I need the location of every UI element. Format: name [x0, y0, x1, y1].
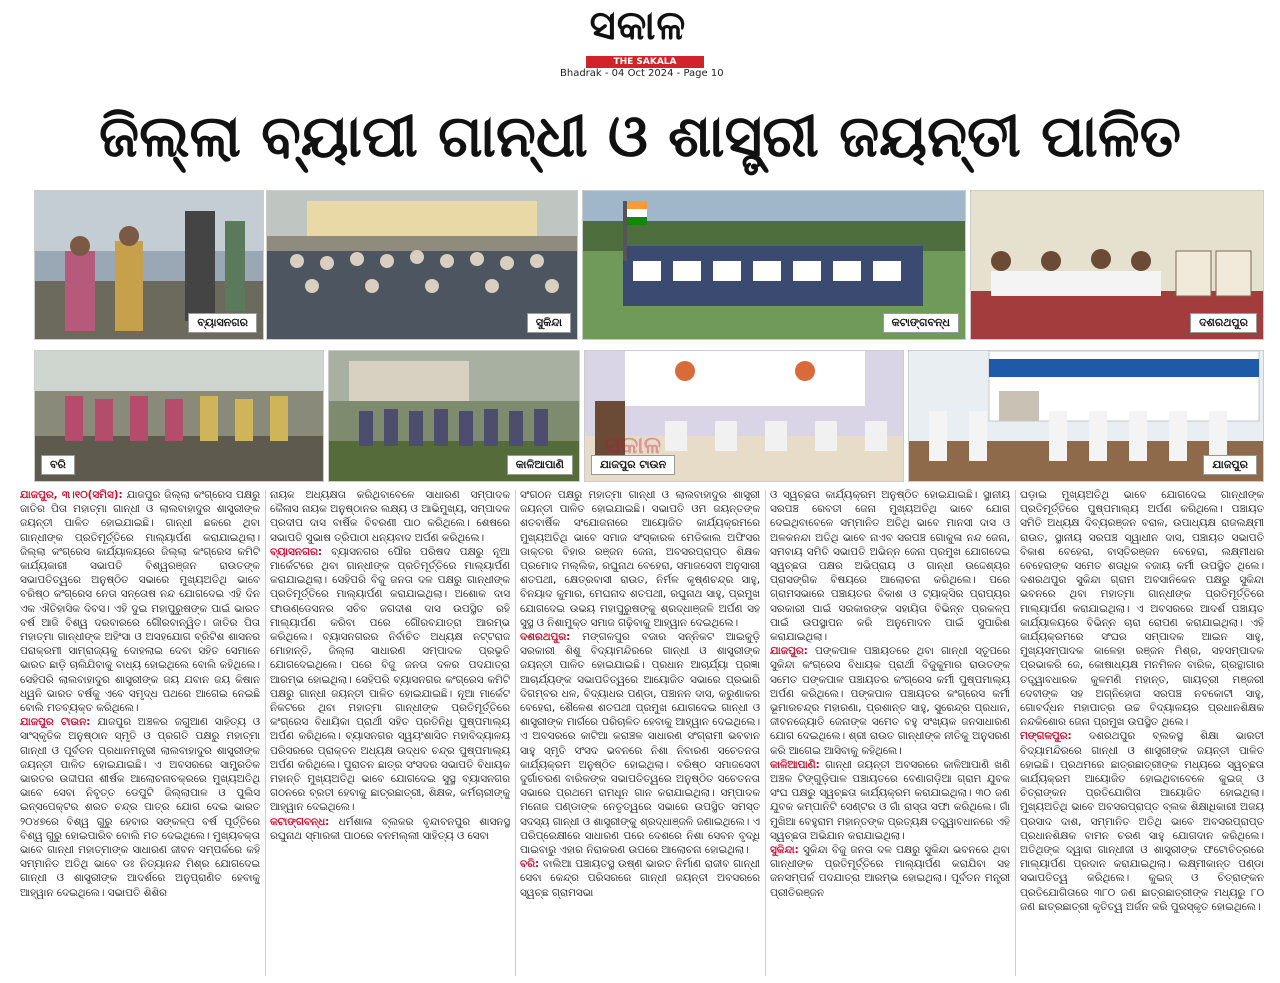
dateline: ଯାଜପୁର ଟାଉନ:	[20, 716, 91, 729]
article-paragraph	[20, 715, 260, 900]
photo-caption: ଯାଜପୁର	[1203, 455, 1257, 475]
article-paragraph	[270, 545, 510, 815]
article-text: ଯାଜପୁର ଅଞ୍ଚଳର ଜଗୁଆଣ ସାହିତ୍ୟ ଓ ସାଂସ୍କୃତିକ ଅନୁଷ୍ଠାନ ସ୍ମୃତି ଓ ପ୍ରଗତି ପକ୍ଷରୁ ମହାତ୍ମା ଗାନ୍ଧୀ ଓ ପୂର୍ବତନ ପ୍ରଧାନମନ୍ତ୍ରୀ ଲାଲବାହାଦୁର ଶାସ୍ତ୍ରୀଙ୍କ ଜୟନ୍ତୀ ପାଳିତ ହୋଇଯାଇଛି। ଏ ଅବସରରେ ସାମ୍ପ୍ରତିକ ଭାରତର ଉଦ୍ଦୀପନା ଶୀର୍ଷକ ଆଲୋଚନାଚକ୍ରରେ ମୁଖ୍ୟଅତିଥି ଭାବେ ସେବା ନିବୃତ୍ତ ଡେପୁଟି ଜିଲ୍ଲାପାଳ ଓ ପୁଲିସ ଇନ୍‌ସପେକ୍ଟର ଶରତ ଚନ୍ଦ୍ର ପାତ୍ର ଯୋଗ ଦେଇ ଭାରତ ୨୦୪୭ରେ ବିଶ୍ୱ ଗୁରୁ ହେବାର ସଙ୍କଳ୍ପ ବର୍ଷ ପୂର୍ତ୍ତିରେ ବିଶ୍ୱ ଗୁରୁ ହୋଇପାରିବ ବୋଲି ମତ ଦେଇଥିଲେ। ମୁଖ୍ୟବକ୍ତା ଭାବେ ଗାନ୍ଧୀ ମହାତ୍ମାଙ୍କ ସାଧାରଣ ଜୀବନ ସମ୍ପର୍କରେ କହି ସମ୍ମାନିତ ଅତିଥି ଭାବେ ଡଃ ନିତ୍ୟାନନ୍ଦ ମିଶ୍ର ଯୋଗଦେଇ ଗାନ୍ଧୀ ଓ ଶାସ୍ତ୍ରୀଙ୍କ ଆଦର୍ଶରେ ଅନୁପ୍ରାଣିତ ହେବାକୁ ଆହ୍ୱାନ ଦେଇଥିଲେ। ସଭାପତି ଶିଶିର	[20, 716, 260, 899]
dateline: କଟାଙ୍ଗବନ୍ଧ:	[270, 815, 330, 828]
article-paragraph	[270, 815, 510, 843]
dateline: ଦଶରଥପୁର:	[520, 631, 571, 644]
article-paragraph	[1020, 729, 1264, 914]
photo-sukinda	[266, 190, 578, 340]
dateline: ମଙ୍ଗଳପୁର:	[1020, 730, 1072, 743]
article-paragraph	[770, 644, 1010, 758]
photo-katangabandha	[582, 190, 966, 340]
article-text: ସଂଗଠନ ପକ୍ଷରୁ ମହାତ୍ମା ଗାନ୍ଧୀ ଓ ଲାଲବାହାଦୁର ଶାସ୍ତ୍ରୀ ଜୟନ୍ତୀ ପାଳିତ ହୋଇଯାଇଛି। ସଭାପତି ଓମ ଜୟନ୍ତଙ୍କ ଶତବାର୍ଷିକ ସଂଯୋଜନାରେ ଆୟୋଜିତ କାର୍ଯ୍ୟକ୍ରମରେ ମୁଖ୍ୟଅତିଥି ଭାବେ ସମାଜ ସଂସ୍କାରକ ମେଡିକାଲ ଅଫିସର ଡାକ୍ତର ବିହାର ରଞ୍ଜନ ଜେନା, ଅବସରପ୍ରାପ୍ତ ଶିକ୍ଷକ ପ୍ରମୋଦ ମଲ୍ଲିକ, ରଘୁନାଥ ବେହେରା, ସମାଜସେବୀ ଅନୁସାରୀ ଶତପଥୀ, କ୍ଷେତ୍ରବାସୀ ରାଉତ, ନିର୍ମଳ କୃଷ୍ଣଚନ୍ଦ୍ର ସାହୁ, ବିନୟାଦ କୁମାର, ମେଘନାଦ ଶତପଥୀ, ରଘୁନାଥ ସାହୁ, ପ୍ରମୁଖ ଯୋଗଦେଇ ଉଭୟ ମହାପୁରୁଷଙ୍କୁ ଶ୍ରଦ୍ଧାଞ୍ଜଳି ଅର୍ପଣ ସହ ସୁସ୍ଥ ଓ ନିଶାମୁକ୍ତ ସମାଜ ଗଢ଼ିବାକୁ ଆହ୍ୱାନ ଦେଇଥିଲେ।	[520, 489, 760, 629]
article-paragraph	[1020, 488, 1264, 729]
article-paragraph	[770, 758, 1010, 843]
photo-caption: ସୁକିନ୍ଦା	[527, 313, 571, 333]
photo-caption: କାଳିଆପାଣି	[507, 455, 573, 475]
dateline: ବରି:	[520, 858, 540, 871]
article-text: ଓ ସ୍ୱଚ୍ଛତା କାର୍ଯ୍ୟକ୍ରମ ଅନୁଷ୍ଠିତ ହୋଇଯାଇଛି। ସ୍ଥାନୀୟ ସରପଞ୍ଚ ରେବତୀ ଜେନା ମୁଖ୍ୟଅତିଥି ଭାବେ ଯୋଗ ଦେଇଥିବାବେଳେ ସମ୍ମାନିତ ଅତିଥି ଭାବେ ମାନସୀ ଦାସ ଓ ଅଳକନନ୍ଦା ଅତିଥି ଭାବେ ନାଏବ ସରପଞ୍ଚ ଗୋକୁଳା ନନ୍ଦ ଜେନା, ସମବାୟ ସମିତି ସଭାପତି ଅଭିନ୍ନ ଜେନା ପ୍ରମୁଖ ଯୋଗଦେଇ ସ୍ୱଚ୍ଛତା ପକ୍ଷର ଅଭିପ୍ରାୟ ଓ ଗାନ୍ଧୀ ଉଦ୍ଦେଶ୍ୟର ପ୍ରାସଙ୍ଗିକ ବିଷୟରେ ଆଲୋଚନା କରିଥିଲେ। ପରେ ଗ୍ରାମସଭାରେ ପଞ୍ଚାୟତର ବିକାଶ ଓ ଟ୍ୟାକ୍ସିର ପ୍ରାପ୍ୟର ସରକାରୀ ପାଇଁ ସରକାରଙ୍କ ସହାୟିତା ବିଭିନ୍ନ ପ୍ରକଳ୍ପ ପାଇଁ ଉପସ୍ଥାପନ କରି ଅନୁମୋଦନ ପାଇଁ ସୁପାରିଶ କରାଯାଇଥିଲା।	[770, 489, 1010, 644]
photo-bari	[34, 350, 324, 482]
article-text: ବାଲିଆ ପଞ୍ଚାୟତସ୍ଥ ଉଷ୍ଣ ଭାରତ ନିର୍ମାଣ ରାଜୀବ ଗାନ୍ଧୀ ସେବା କେନ୍ଦ୍ର ପରିସରରେ ଗାନ୍ଧୀ ଜୟନ୍ତୀ ଅବସରରେ ସ୍ୱଚ୍ଛ ଗ୍ରାମସଭା	[520, 858, 760, 899]
masthead	[0, 0, 1280, 84]
article-column	[20, 488, 260, 978]
article-column	[270, 488, 510, 978]
photo-caption: ବରି	[41, 455, 75, 475]
article-paragraph	[20, 488, 260, 715]
article-text: ଘଡ଼ାଇ ମୁଖ୍ୟଅତିଥି ଭାବେ ଯୋଗଦେଇ ଗାନ୍ଧୀଙ୍କ ପ୍ରତିମୂର୍ତ୍ତିରେ ପୁଷ୍ପମାଲ୍ୟ ଅର୍ପଣ କରିଥିଲେ। ପଞ୍ଚାୟତ ସମିତି ଅଧ୍ୟକ୍ଷ ଦିବ୍ୟରଞ୍ଜନ ବରାଳ, ଉପାଧ୍ୟକ୍ଷ ରାଜଲକ୍ଷ୍ମୀ ରାଉତ, ସ୍ଥାନୀୟ ସରପଞ୍ଚ ସ୍ୱାଧୀନ ଦାସ, ପଞ୍ଚାୟତ ସଭାପତି ବିକାଶ ବେହେରା, ବାସ୍ତିରଞ୍ଜନ ବେହେରା, ଲକ୍ଷ୍ମୀଧର ବେହେରାଙ୍କ ସମେତ ଶତାଧିକ ବଜାୟ କର୍ମୀ ଉପସ୍ଥିତ ଥିଲେ। ଦଶରଥପୁର ସୁକିନ୍ଦା ଗ୍ରାମ ଅବସାନିକେନ ପକ୍ଷରୁ ସୁକିନ୍ଦା ଭବନରେ ଥିବା ମହାତ୍ମା ଗାନ୍ଧୀଙ୍କ ପ୍ରତିମୂର୍ତ୍ତିରେ ମାଲ୍ୟାର୍ପଣ କରାଯାଇଥିଲା। ଏ ଅବସରରେ ଆଦର୍ଶ ପଞ୍ଚାୟତ କାର୍ଯ୍ୟାଳୟରେ ବିଭିନ୍ନ ଚାରା ରୋପଣ କରାଯାଇଥିଲା। ଏହି କାର୍ଯ୍ୟକ୍ରମରେ ସଂଘର ସମ୍ପାଦକ ଆଇନ ସାହୁ, ମୁଖ୍ୟସମ୍ପାଦକ କାଳେହା ରଞ୍ଜନ ମିଶ୍ର, ସହସମ୍ପାଦକ ପ୍ରଭାକରି ଜେ, କୋଷାଧ୍ୟକ୍ଷ ମନମିଳନ ବାରିକ, ଗ୍ରନ୍ଥାଗାର ତତ୍ତ୍ୱାବଧାରକ କୁଳମଣି ମହାନ୍ତ, ଗାୟତ୍ରୀ ମଞ୍ଜରୀ ଦେବୀଙ୍କ ସହ ଅଗ୍ନିହୋତା ସରପଞ୍ଚ ନବକୋଟୀ ସାହୁ, ଗୋବର୍ଦ୍ଧନ ମହାପାତ୍ର ଉଚ୍ଚ ବିଦ୍ୟାଳୟର ପ୍ରଧାନଶିକ୍ଷକ ନନ୍ଦକିଶୋର ଜେନା ପ୍ରମୁଖ ଉପସ୍ଥିତ ଥିଲେ।	[1020, 489, 1264, 729]
photo-byasanagar	[34, 190, 264, 340]
photo-caption: ବ୍ୟାସନଗର	[188, 313, 257, 333]
dateline: କାଳିଆପାଣି:	[770, 758, 820, 771]
article-text: ବ୍ୟାସନଗର ପୌର ପରିଷଦ ପକ୍ଷରୁ ନୂଆ ମାର୍କେଟରେ ଥିବା ଗାନ୍ଧୀଙ୍କ ପ୍ରତିମୂର୍ତ୍ତିରେ ମାଲ୍ୟାର୍ପଣ କରାଯାଇଥିଲା। ସେହିପରି ବିଜୁ ଜନତା ଦଳ ପକ୍ଷରୁ ଗାନ୍ଧୀଙ୍କ ପ୍ରତିମୂର୍ତ୍ତିରେ ମାଲ୍ୟାର୍ପଣ କରାଯାଇଥିଲା। ଅଶୋକ ଦାସ ଫାଉଣ୍ଡେସନର ସଚିବ ଜଗଦୀଶ ଦାସ ଉପସ୍ଥିତ ରହି ମାଲ୍ୟାର୍ପଣ କରିବା ପରେ ଗୌରବଯାତ୍ରା ଆରମ୍ଭ କରିଥିଲେ। ବ୍ୟାସନଗରର ନିର୍ବାଚିତ ଅଧ୍ୟକ୍ଷ ନଟ୍ଟରାଜ ମୋହାନ୍ତି, ଜିଲ୍ଲା ସାଧାରଣ ସମ୍ପାଦକ ପ୍ରଭୃତି ଯୋଗଦେଇଥିଲେ। ପରେ ବିଜୁ ଜନତା ଦଳର ପଦଯାତ୍ରା ଆରମ୍ଭ ହୋଇଥିଲା। ସେହିପରି ବ୍ୟାସନଗର କଂଗ୍ରେସ କମିଟି ପକ୍ଷରୁ ଗାନ୍ଧୀ ଜୟନ୍ତୀ ପାଳିତ ହୋଇଯାଇଛି। ନୂଆ ମାର୍କେଟ ନିକଟରେ ଥିବା ମହାତ୍ମା ଗାନ୍ଧୀଙ୍କ ପ୍ରତିମୂର୍ତ୍ତିରେ କଂଗ୍ରେସ ବିଧାୟିକା ପ୍ରାର୍ଥୀ ସହିତ ପ୍ରତିନିଧି ପୁଷ୍ପମାଲ୍ୟ ଅର୍ପଣ କରିଥିଲେ। ବ୍ୟାସନଗର ସ୍ୱୟଂଶାସିତ ମହାବିଦ୍ୟାଳୟ ପରିସରରେ ପ୍ରାକ୍ତନ ଅଧ୍ୟକ୍ଷ ଉଦ୍ଧବ ଚନ୍ଦ୍ର ପୁଷ୍ପମାଲ୍ୟ ଅର୍ପଣ କରିଥିଲେ। ପୁରାତନ ଛାତ୍ର ସଂସଦର ସଭାପତି ବିଧାୟକ ମହାନ୍ତି ମୁଖ୍ୟଅତିଥି ଭାବେ ଯୋଗଦେଇ ସୁସ୍ଥ ବ୍ୟାସନଗର ଗଠନରେ ବ୍ରତୀ ହେବାକୁ ଛାତ୍ରଛାତ୍ରୀ, ଶିକ୍ଷକ, କର୍ମଚାରୀଙ୍କୁ ଆହ୍ୱାନ ଦେଇଥିଲେ।	[270, 545, 510, 814]
page-headline: ଜିଲ୍ଲା ବ୍ୟାପୀ ଗାନ୍ଧୀ ଓ ଶାସ୍ତ୍ରୀ ଜୟନ୍ତୀ ପାଳିତ	[99, 102, 1181, 170]
article-paragraph	[520, 488, 760, 630]
column-divider	[765, 490, 766, 976]
article-paragraph	[520, 857, 760, 900]
edition-line: Bhadrak - 04 Oct 2024 - Page 10	[560, 68, 724, 79]
dateline: ଯାଜପୁର, ୩।୧୦(ସମିସ):	[20, 489, 123, 501]
logo-strip: THE SAKALA	[586, 56, 704, 68]
article-paragraph	[770, 488, 1010, 644]
column-divider	[1015, 490, 1016, 976]
column-divider	[265, 490, 266, 976]
photo-caption: ଦଶରଥପୁର	[1190, 313, 1257, 333]
article-paragraph	[770, 843, 1010, 900]
article-text: ନାୟକ ଅଧ୍ୟକ୍ଷତା କରିଥିବାବେଳେ ସାଧାରଣ ସମ୍ପାଦକ କୈଳାସ ନାୟକ ଅନୁଷ୍ଠାନର ଲକ୍ଷ୍ୟ ଓ ଆଭିମୁଖ୍ୟ, ସମ୍ପାଦକ ପ୍ରଦୀପ ଦାସ ବାର୍ଷିକ ବିବରଣୀ ପାଠ କରିଥିଲେ। ଶେଷରେ ସଭାପତି ସୁଭାଷ ତ୍ରିପାଠୀ ଧନ୍ୟବାଦ ଅର୍ପଣ କରିଥିଲେ।	[270, 489, 510, 544]
article-text: ମଙ୍ଗଳପୁର ବଜାର ସନ୍ନିକଟ ଆଇକୁଡ଼ି ସରକାରୀ ଶିଶୁ ବିଦ୍ୟାମନ୍ଦିରରେ ଗାନ୍ଧୀ ଓ ଶାସ୍ତ୍ରୀଙ୍କ ଜୟନ୍ତୀ ପାଳିତ ହୋଇଯାଇଛି। ପ୍ରଧାନ ଆଚାର୍ଯ୍ୟା ପ୍ରଜ୍ଞା ଆଚାର୍ଯ୍ୟଙ୍କ ସଭାପତିତ୍ୱରେ ଆୟୋଜିତ ସଭାରେ ପ୍ରଭାରି ଦିଗମ୍ବର ଧଳ, ବିଦ୍ୟାଧର ପଣ୍ଡା, ପଞ୍ଚାନନ ଦାସ, କରୁଣାକର ବେହେରା, ଶୈଳେଶ ଶତପଥୀ ପ୍ରମୁଖ ଯୋଗଦେଇ ଗାନ୍ଧୀ ଓ ଶାସ୍ତ୍ରୀଙ୍କ ମାର୍ଗରେ ପରିଚାଳିତ ହେବାକୁ ଆହ୍ୱାନ ଦେଇଥିଲେ। ଏ ଅବସରରେ କାଟିଆ କରାଞ୍ଚଳ ସାଧାରଣ ସଂଗ୍ରାମୀ ଭବବାନ ସାହୁ ସ୍ମୃତି ସଂସଦ ଭବନରେ ନିଶା ନିବାରଣ ସଚେତନତା କାର୍ଯ୍ୟକ୍ରମ ଅନୁଷ୍ଠିତ ହୋଇଥିଲା। ବରିଷ୍ଠ ସମାଜସେବୀ ଦୁର୍ଗାଚରଣ ବାରିକଙ୍କ ସଭାପତିତ୍ୱରେ ଅନୁଷ୍ଠିତ ସଚେତନତା ସଭାରେ ପ୍ରଥମେ ରାମଧୂନ ଗାନ କରାଯାଇଥିଲା। ସମ୍ପାଦକ ମନୋଜ ପଣ୍ଡାଙ୍କ ନେତୃତ୍ୱରେ ସଭାରେ ଉପସ୍ଥିତ ସମସ୍ତ ସଦସ୍ୟ ଗାନ୍ଧୀ ଓ ଶାସ୍ତ୍ରୀଙ୍କୁ ଶ୍ରଦ୍ଧାଞ୍ଜଳି ଜଣାଇଥିଲେ। ଏ ପରିପ୍ରେକ୍ଷୀରେ ସାଧାରଣ ପରେ ଦେଶରେ ନିଶା ସେବନ ବୃଦ୍ଧି ପାଇବାରୁ ଏହାର ନିରାକରଣ ଉପରେ ଆଲୋଚନା ହୋଇଥିଲା।	[520, 631, 760, 857]
photo-caption: କଟାଙ୍ଗବନ୍ଧ	[883, 313, 959, 333]
photo-dasarathpur	[970, 190, 1264, 340]
column-divider	[515, 490, 516, 976]
logo-watermark: ସକାଳ	[604, 430, 662, 459]
photo-scene	[35, 351, 323, 481]
article-paragraph	[270, 488, 510, 545]
article-text: ଦଶରଥପୁର ବ୍ଲକସ୍ଥ ଶିକ୍ଷା ଭାରତୀ ବିଦ୍ୟାମନ୍ଦିରରେ ଗାନ୍ଧୀ ଓ ଶାସ୍ତ୍ରୀଙ୍କ ଜୟନ୍ତୀ ପାଳିତ ହୋଇଛି। ପ୍ରଥମରେ ଛାତ୍ରଛାତ୍ରୀଙ୍କ ମଧ୍ୟରେ ସ୍ୱଚ୍ଛତା କାର୍ଯ୍ୟକ୍ରମ ଆୟୋଜିତ ହୋଇଥିବାବେଳେ କୁଇଜ୍ ଓ ଚିତ୍ରାଙ୍କନ ପ୍ରତିଯୋଗିତା ଆୟୋଜିତ ହୋଇଥିଲା। ମୁଖ୍ୟଅତିଥି ଭାବେ ଅବସରପ୍ରାପ୍ତ ବ୍ଲକ ଶିକ୍ଷାଧିକାରୀ ଅଜୟ ପ୍ରସାଦ ଦାଶ, ସମ୍ମାନିତ ଅତିଥି ଭାବେ ଅବସରପ୍ରାପ୍ତ ପ୍ରଧାନଶିକ୍ଷକ ବାମନ ଚରଣ ସାହୁ ଯୋଗଦାନ କରିଥିଲେ। ଅତିଥିଙ୍କ ଦ୍ୱାରା ଗାନ୍ଧୀଜୀ ଓ ଶାସ୍ତ୍ରୀଙ୍କ ଫଟୋଚିତ୍ରରେ ମାଲ୍ୟାର୍ପଣ ପ୍ରଦାନ କରାଯାଇଥିଲା। ଲକ୍ଷ୍ମୀକାନ୍ତ ପଣ୍ଡା ସଭାପତିତ୍ୱ କରିଥିଲେ। କୁଇଜ୍ ଓ ଚିତ୍ରାଙ୍କନ ପ୍ରତିଯୋଗିତାରେ ୩୮୦ ଜଣ ଛାତ୍ରଛାତ୍ରୀଙ୍କ ମଧ୍ୟରୁ ୮୦ ଜଣ ଛାତ୍ରଛାତ୍ରୀ କୃତିତ୍ୱ ଅର୍ଜନ କରି ପୁରସ୍କୃତ ହୋଇଥିଲେ।	[1020, 730, 1264, 913]
photo-caption: ଯାଜପୁର ଟାଉନ	[591, 455, 675, 475]
photo-kaliapani	[328, 350, 580, 482]
article-text: ପଙ୍କପାଳ ପଞ୍ଚାୟତରେ ଥିବା ଗାନ୍ଧୀ ସ୍ତୂପରେ ସୁକିନ୍ଦା କଂଗ୍ରେସ ବିଧାୟକ ପ୍ରାର୍ଥୀ ବିଜୁକୁମାର ରାଉତଙ୍କ ସମେତ ପଙ୍କପାଳ ପଞ୍ଚାୟତର କଂଗ୍ରେସ କର୍ମୀ ପୁଷ୍ପମାଲ୍ୟ ଅର୍ପଣ କରିଥିଲେ। ପଙ୍କପାଳ ପଞ୍ଚାୟତର କଂଗ୍ରେସ କର୍ମୀ ଭୂମାରଚନ୍ଦ୍ର ମହାରଣା, ପ୍ରଶାନ୍ତ ସାହୁ, ସୁରେନ୍ଦ୍ର ପ୍ରଧାନ, ଜୀବନଜ୍ୟୋତି ଜେନାଙ୍କ ସମେତ ବହୁ ସଂଖ୍ୟକ ଜନସାଧାରଣ ଯୋଗ ଦେଇଥିଲେ। ଶ୍ରୀ ରାଉତ ଗାନ୍ଧୀଙ୍କ ନୀତିକୁ ଅନୁସରଣ କରି ଆଗେଇ ଆସିବାକୁ କହିଥିଲେ।	[770, 645, 1010, 757]
article-column	[520, 488, 760, 978]
article-paragraph	[520, 630, 760, 857]
article-text: ଗାନ୍ଧୀ ଜୟନ୍ତୀ ଅବସରରେ କାଳିଆପାଣି ଖଣି ଅଞ୍ଚଳ ଟିଙ୍ଗୁଡ଼ିପାଳ ପଞ୍ଚାୟତରେ ବେଣାଗଡ଼ିଆ ଗ୍ରାମ ଯୁବକ ସଂଘ ପକ୍ଷରୁ ସ୍ୱଚ୍ଛତା କାର୍ଯ୍ୟକ୍ରମ କରାଯାଇଥିଲା। ୩୦ ଜଣ ଯୁବକ କମ୍ପାନିଟି ସେଣ୍ଟର ଓ ଗାଁ ରାସ୍ତା ସଫା କରିଥିଲେ। ଗାଁ ମୁଖିଆ ବେହୁରାମ ମହାନ୍ତଙ୍କ ପ୍ରତ୍ୟକ୍ଷ ତତ୍ତ୍ୱାବଧାନରେ ଏହି ସ୍ୱଚ୍ଛତା ଅଭିଯାନ କରାଯାଇଥିଲା।	[770, 758, 1010, 842]
article-column	[1020, 488, 1264, 978]
article-text: ସୁକିନ୍ଦା ବିଜୁ ଜନତା ଦଳ ପକ୍ଷରୁ ସୁକିନ୍ଦା ଭବନରେ ଥିବା ଗାନ୍ଧୀଙ୍କ ପ୍ରତିମୂର୍ତ୍ତିରେ ମାଲ୍ୟାର୍ପଣ କରାଯିବା ସହ ଜନସମ୍ପର୍କ ପଦଯାତ୍ରା ଆରମ୍ଭ ହୋଇଥିଲା। ପୂର୍ବତନ ମନ୍ତ୍ରୀ ପ୍ରୀତିରଞ୍ଜନ	[770, 844, 1010, 899]
article-text: ଧର୍ମଶାଳା ବ୍ଲକର ବୃନ୍ଦାବନପୁର ଶାସନସ୍ଥ ରଘୁନାଥ ସ୍ମାରକୀ ପାଠରେ ବନମଲ୍ଲୀ ସାହିତ୍ୟ ଓ ସେବା	[270, 815, 510, 842]
photo-jajpur	[908, 350, 1264, 482]
dateline: ସୁକିନ୍ଦା:	[770, 844, 799, 857]
newspaper-logo	[548, 4, 728, 60]
article-text: ଯାଜପୁର ଜିଲ୍ଲା କଂଗ୍ରେସ ପକ୍ଷରୁ ଜାତିର ପିତା ମହାତ୍ମା ଗାନ୍ଧୀ ଓ ଲାଲବାହାଦୁର ଶାସ୍ତ୍ରୀଙ୍କ ଜୟନ୍ତୀ ପାଳିତ ହୋଇଯାଇଛି। ଗାନ୍ଧୀ ଛକରେ ଥିବା ଗାନ୍ଧୀଙ୍କ ପ୍ରତିମୂର୍ତ୍ତିରେ ମାଲ୍ୟାର୍ପଣ କରାଯାଇଥିଲା। ଜିଲ୍ଲା କଂଗ୍ରେସ କାର୍ଯ୍ୟାଳୟରେ ଜିଲ୍ଲା କଂଗ୍ରେସ କମିଟି କାର୍ଯ୍ୟକାରୀ ସଭାପତି ବିଶ୍ୱରଞ୍ଜନ ରାଉତଙ୍କ ସଭାପତିତ୍ୱରେ ଅନୁଷ୍ଠିତ ସଭାରେ ମୁଖ୍ୟଅତିଥି ଭାବେ ବରିଷ୍ଠ କଂଗ୍ରେସ ନେତା ସନ୍ତୋଷ ନନ୍ଦ ଯୋଗଦେଇ ଏହି ଦିନ ଏକ ଐତିହାସିକ ଦିବସ। ଏହି ଦୁଇ ମହାପୁରୁଷଙ୍କ ପାଇଁ ଭାରତ ବର୍ଷ ଆଜି ବିଶ୍ୱ ଦରବାରରେ ଗୌରବାନ୍ୱିତ। ଜାତିର ପିତା ମହାତ୍ମା ଗାନ୍ଧୀଙ୍କ ଅହିଂସା ଓ ଅସହଯୋଗ ବ୍ରିଟିଶ ଶାସନର ପରାକ୍ରମୀ ସାମ୍ରାଜ୍ୟକୁ ଦୋହଲାଇ ଦେବା ସହିତ ସେମାନେ ଭାରତ ଛାଡ଼ି ଚାଲିଯିବାକୁ ବାଧ୍ୟ ହୋଇଥିଲେ ବୋଲି କହିଥିଲେ। ସେହିପରି ଲାଲବାହାଦୁର ଶାସ୍ତ୍ରୀଙ୍କ ଜୟ ଯବାନ ଜୟ କିଷାନ ଧ୍ୱନି ଭାରତ ବର୍ଷକୁ ଏବେ ସମୃଦ୍ଧ ପଥରେ ଆଗେଇ ନେଇଛି ବୋଲି ମତବ୍ୟକ୍ତ କରିଥିଲେ।	[20, 489, 260, 715]
dateline: ଯାଜପୁର:	[770, 645, 808, 658]
article-column	[770, 488, 1010, 978]
logo-text: ସକାଳ	[589, 2, 687, 49]
article-columns	[20, 488, 1272, 978]
dateline: ବ୍ୟାସନଗର:	[270, 545, 322, 558]
